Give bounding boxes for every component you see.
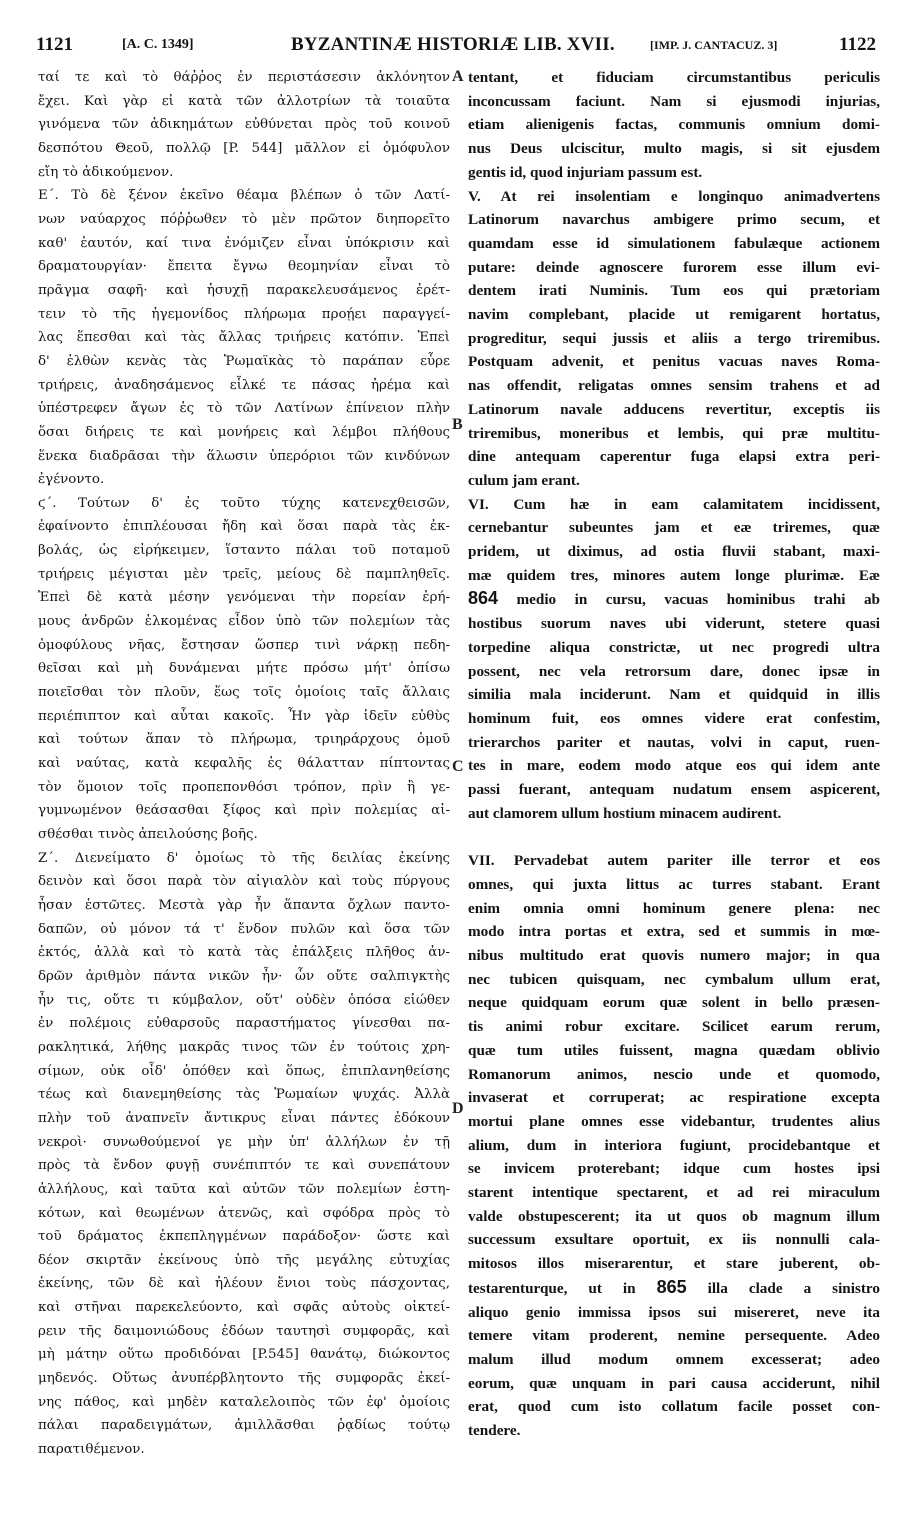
latin-text-line: hominum fuit, eos omnes videre erat confestim, bbox=[468, 709, 880, 727]
greek-text-line: κότων, καὶ θεωμένων ἀτενῶς, καὶ σφόδρα πρὸς τὸ bbox=[38, 1205, 450, 1221]
latin-text-line: VI. Cum hæ in eam calamitatem incidissent, bbox=[468, 495, 880, 513]
latin-text-line: V. At rei insolentiam e longinquo animadvertens bbox=[468, 187, 880, 205]
greek-text-line: ἦν τις, οὔτε τι κύμβαλον, οὔτ' οὐδὲν ὁπόσα εἰώθεν bbox=[38, 992, 450, 1008]
latin-text-line: progreditur, sequi jussis et aliis a tergo triremibus. bbox=[468, 329, 880, 347]
latin-text-line: torpedine aliqua constrictæ, ut nec progredi ultra bbox=[468, 638, 880, 656]
left-page-number: 1121 bbox=[36, 34, 73, 55]
greek-text-line: καὶ τούτων ἅπαν τὸ πλήρωμα, τριηράρχους ὁμοῦ bbox=[38, 732, 450, 748]
latin-text-line: mortui plane omnes esse videbantur, trudentes alius bbox=[468, 1112, 880, 1130]
latin-text-line: nas offendit, religatas omnes sensim trahens et ad bbox=[468, 377, 880, 395]
greek-text-line: μηδενός. Οὕτως ἀνυπέρβλητοντο τῆς συμφορᾶς ἐκεί- bbox=[38, 1371, 450, 1387]
latin-text-line: tentant, et fiduciam circumstantibus periculis bbox=[468, 69, 880, 86]
latin-text-line: quæ tum utiles fuissent, magna quædam oblivio bbox=[468, 1041, 880, 1059]
greek-text-line: νεκροὶ· συνωθούμενοί γε μὴν ὑπ' ἀλλήλων ἐν τῇ bbox=[38, 1134, 450, 1150]
greek-text-line: δ' ἐλθὼν κενὰς τὰς Ῥωμαϊκὰς τὸ παράπαν εὗρε bbox=[38, 353, 450, 369]
greek-text-line: τριήρεις, ἀναδησάμενος εἷλκέ τε πάσας ἠρέμα καὶ bbox=[38, 377, 450, 393]
latin-text-line: inconcussam faciunt. Nam si ejusmodi injurias, bbox=[468, 92, 880, 110]
latin-text-line: mitosos illos miserarentur, et stare juberent, ob- bbox=[468, 1255, 880, 1273]
latin-text-line: erat, quod cum isto collatum facile posset con- bbox=[468, 1398, 880, 1416]
latin-text-line: quamdam esse id simulationem fabulæque actionem bbox=[468, 234, 880, 252]
greek-text-line: μὴ μάτην οὕτω προδιδόναι [P.545] θανάτῳ, διώκοντος bbox=[38, 1347, 450, 1363]
greek-text-line: ἐκείνης, τῶν δὲ καὶ ἠλέουν ἔνιοι τοὺς πάσχοντας, bbox=[38, 1276, 450, 1292]
latin-text-line: VII. Pervadebat autem pariter ille terror et eos bbox=[468, 852, 880, 870]
margin-marker-b: B bbox=[452, 416, 463, 433]
latin-text-line: aut clamorem ullum hostium minacem audirent. bbox=[468, 804, 782, 822]
edition-page-number: 864 bbox=[468, 588, 499, 609]
greek-text-line: ϛ΄. Τούτων δ' ἐς τοῦτο τύχης κατενεχθεισῶν, bbox=[38, 495, 450, 511]
greek-text-line: βολάς, ὡς εἰρήκειμεν, ἵσταντο πάλαι τοῦ ποταμοῦ bbox=[38, 543, 450, 559]
greek-text-line: τέως καὶ διανεμηθείσης τὰς Ῥωμαίων ψυχάς. Ἀλλὰ bbox=[38, 1087, 450, 1103]
latin-text-line: valde obstupescerent; ita ut quos ob magnum illum bbox=[468, 1207, 880, 1225]
greek-text-line: ἀλλήλους, καὶ ταῦτα καὶ αὐτῶν τῶν πολεμίων ἑστη- bbox=[38, 1181, 450, 1197]
greek-text-line: ταί τε καὶ τὸ θάῤῥος ἐν περιστάσεσιν ἀκλόνητον bbox=[38, 70, 450, 85]
latin-text-line: Romanorum animos, nescio unde et quomodo, bbox=[468, 1065, 880, 1083]
greek-text-line: νων ναύαρχος πόῤῥωθεν τὸ μὲν πρῶτον διηπορεῖτο bbox=[38, 211, 450, 227]
latin-text-line: mæ quidem tres, minores autem longe plurimæ. Eæ bbox=[468, 566, 880, 584]
greek-text-line: σθέσθαι τινὸς ἀπειλούσης βοῆς. bbox=[38, 827, 258, 842]
latin-text-line: culum jam erant. bbox=[468, 471, 580, 489]
latin-text-line: malum illud modum omnem excesserat; adeo bbox=[468, 1350, 880, 1368]
latin-text-line: testarenturque, ut in 865 illa clade a sinistro bbox=[468, 1276, 880, 1297]
latin-text-line: aliquo genio immissa ipsos sui misereret, neve ita bbox=[468, 1303, 880, 1321]
margin-marker-d: D bbox=[452, 1100, 464, 1117]
greek-text-line: ἐγένοντο. bbox=[38, 472, 105, 488]
latin-text-line: trierarchos pariter et nautas, volvi in caput, ruen- bbox=[468, 733, 880, 751]
year-reference: [A. C. 1349] bbox=[122, 37, 194, 52]
greek-text-line: ποιεῖσθαι τὸν πλοῦν, ἕως τοῖς ὁμοίοις ταῖς ἄλλαις bbox=[38, 685, 450, 701]
greek-text-line: εἴη τὸ ἀδικούμενον. bbox=[38, 164, 174, 180]
greek-text-line: λας ἕπεσθαι καὶ τὰς ἄλλας τριήρεις κατόπιν. Ἐπεὶ bbox=[38, 330, 450, 346]
greek-text-line: δαπῶν, οὐ μόνον τά τ' ἔνδον πυλῶν καὶ ὅσα τῶν bbox=[38, 921, 450, 937]
latin-text-line: etiam alienigenis factas, communis omnium domi- bbox=[468, 116, 880, 134]
latin-text-line: alium, dum in interiora fugiunt, procidebantque et bbox=[468, 1136, 880, 1154]
greek-text-line: πρᾶγμα σαφῆ· καὶ ἡσυχῇ παρακελευσάμενος ἐρέτ- bbox=[38, 282, 450, 298]
latin-text-line: nec tubicen quisquam, nec cymbalum ullum erat, bbox=[468, 970, 880, 988]
greek-text-line: γινόμενα τῶν ἀδικημάτων εὐθύνεται πρὸς τοῦ κοινοῦ bbox=[38, 117, 450, 133]
latin-text-line: eorum, quæ unquam in pari causa acciderunt, nihil bbox=[468, 1374, 880, 1392]
latin-text-line: similia mala inciderunt. Nam et quidquid in illis bbox=[468, 686, 880, 704]
book-title: BYZANTINÆ HISTORIÆ LIB. XVII. bbox=[291, 34, 615, 55]
greek-text-line: Ζ΄. Διενείματο δ' ὁμοίως τὸ τῆς δειλίας ἐκείνης bbox=[38, 850, 450, 866]
greek-text-line: Ἐπεὶ δὲ κατὰ μέσην γενόμεναι τὴν πορείαν ἐρή- bbox=[38, 590, 450, 606]
greek-text-line: ἐκτός, ἀλλὰ καὶ τὸ κατὰ τὰς ἐπάλξεις πλῆθος ἀν- bbox=[38, 945, 450, 961]
greek-text-line: πάλαι παραδειγμάτων, ἁμιλλᾶσθαι ῥᾳδίως τούτῳ bbox=[38, 1418, 450, 1434]
latin-text-line: tendere. bbox=[468, 1422, 521, 1440]
running-header bbox=[36, 34, 876, 60]
latin-text-line: hostibus suorum naves ubi viderunt, stetere quasi bbox=[468, 615, 880, 633]
emperor-reference: [IMP. J. CANTACUZ. 3] bbox=[650, 38, 778, 52]
latin-text-line: Postquam advenit, et penitus vacuas naves Roma- bbox=[468, 353, 880, 371]
greek-text-line: ρειν τῆς δαιμονιώδους ἐδόων ταυτησὶ συμφορᾶς, καὶ bbox=[38, 1323, 450, 1339]
greek-text-line: πρὸς τὰ ἔνδον φυγῇ συνέπιπτόν τε καὶ συνεπάτουν bbox=[38, 1158, 450, 1174]
latin-text-line: putare: deinde agnoscere furorem esse illum evi- bbox=[468, 258, 880, 276]
right-page-number: 1122 bbox=[839, 34, 876, 55]
greek-text-line: δεινὸν καὶ ὅσοι παρὰ τὸν αἰγιαλὸν καὶ τοὺς πύργους bbox=[38, 874, 450, 890]
greek-text-line: νης πάθος, καὶ μηδὲν καταλελοιπὸς τῶν ἐφ' ὁμοίοις bbox=[38, 1394, 450, 1410]
margin-marker-c: C bbox=[452, 758, 464, 775]
latin-text-line: starent intentique spectarent, et ad rei miraculum bbox=[468, 1184, 880, 1202]
greek-text-line: θεῖσαι καὶ μὴ δυνάμεναι μήτε πρόσω μήτ' ὀπίσω bbox=[38, 661, 450, 677]
greek-text-line: τὸν ὅμοιον τοῖς προπεπονθόσι τρόπον, πρὶν ἢ γε- bbox=[38, 779, 450, 795]
greek-text-line: καὶ στῆναι παρεκελεύοντο, καὶ σφᾶς αὐτοὺς οἰκτεί- bbox=[38, 1300, 450, 1316]
latin-text-line: possent, nec vela retrorsum dare, donec ipsæ in bbox=[468, 662, 880, 680]
latin-text-line: triremibus, moneribus et lembis, qui præ multitu- bbox=[468, 424, 880, 442]
greek-text-line: τριήρεις μέγισται μὲν τρεῖς, μείους δὲ παμπληθεῖς. bbox=[38, 566, 450, 582]
greek-text-line: περιέπιπτον καὶ αὗται κακοῖς. Ἦν γὰρ ἰδεῖν εὐθὺς bbox=[38, 708, 450, 724]
greek-text-line: δραματουργίαν· ἔπειτα ἔγνω θεομηνίαν εἶναι τὸ bbox=[38, 259, 450, 275]
greek-text-line: τειν τὸ τῆς ἡγεμονίδος πλήρωμα προῄει παραγγεί- bbox=[38, 306, 450, 322]
latin-text-line: tes in mare, eodem modo atque eos qui idem ante bbox=[468, 757, 880, 775]
greek-text-line: δέον σκιρτᾶν ἐκείνους ὑπὸ τῆς μεγάλης εὐτυχίας bbox=[38, 1252, 450, 1268]
greek-text-line: ἦσαν ἑστῶτες. Μεστὰ γὰρ ἦν ἅπαντα ὄχλων παντο- bbox=[38, 897, 450, 913]
latin-text-line: navim complebant, placide ut remigarent hortatus, bbox=[468, 306, 880, 324]
latin-text-line: enim omnia omni hominum genere plena: nec bbox=[468, 899, 880, 917]
latin-text-line: tis animi robur excitare. Scilicet earum rerum, bbox=[468, 1018, 880, 1036]
greek-text-line: μους ἀνδρῶν ἑλκομένας εἶδον ὑπὸ τῶν πολεμίων τὰς bbox=[38, 614, 450, 630]
latin-text-line: gentis id, quod injuriam passum est. bbox=[468, 163, 703, 181]
greek-text-line: ὅσαι διήρεις τε καὶ μονήρεις καὶ λέμβοι πλήθους bbox=[38, 424, 450, 440]
margin-marker-a: A bbox=[452, 68, 464, 85]
latin-text-line: 864 medio in cursu, vacuas hominibus trahi ab bbox=[468, 588, 880, 609]
greek-text-line: ἔχει. Καὶ γὰρ εἰ κατὰ τῶν ἀλλοτρίων τὰ τοιαῦτα bbox=[38, 93, 450, 109]
latin-text-line: pridem, ut diximus, ad ostia fluvii stabant, maxi- bbox=[468, 543, 880, 561]
greek-text-line: δρῶν ἀριθμὸν πάντα νικῶν ἦν· ὧν οὔτε σαλπιγκτὴς bbox=[38, 968, 450, 984]
latin-text-line: cernebantur subeuntes jam et eæ triremes, quæ bbox=[468, 519, 880, 537]
greek-text-line: ἕνεκα διαδρᾶσαι τὴν ἅλωσιν ὑπερόριοι τῶν κινδύνων bbox=[38, 448, 450, 464]
greek-text-line: Ε΄. Τὸ δὲ ξένον ἐκεῖνο θέαμα βλέπων ὁ τῶν Λατί- bbox=[38, 188, 450, 204]
latin-text-line: nibus multitudo erat quovis numero major; in qua bbox=[468, 947, 880, 964]
greek-text-line: καθ' ἑαυτόν, καί τινα ἐνόμιζεν εἶναι ὑπόκρισιν καὶ bbox=[38, 235, 450, 251]
greek-text-line: πλὴν τοῦ ἀναπνεῖν ἄντικρυς εἶναι πάντες ἐδόκουν bbox=[38, 1110, 450, 1126]
latin-text-line: successum exsultare oportuit, ex iis nonnulli cala- bbox=[468, 1231, 880, 1249]
greek-text-line: ὁμοφύλους νῆας, ἔστησαν ὥσπερ τινὶ νάρκῃ πεδη- bbox=[38, 637, 450, 653]
greek-text-line: ὑπέστρεφεν ἄγων ἐς τὸ τῶν Λατίνων ἐπίνειον πλὴν bbox=[38, 401, 450, 417]
latin-text-line: omnes, qui juxta littus ac turres stabant. Erant bbox=[468, 875, 880, 893]
greek-text-line: σίμων, οὐκ οἶδ' ὁπόθεν καὶ ὅπως, ἐπιπλανηθείσης bbox=[38, 1063, 450, 1079]
latin-text-line: invaserat et corruperat; ac respiratione excepta bbox=[468, 1089, 880, 1107]
greek-text-line: καὶ ναύτας, κατὰ κεφαλῆς ἐς θάλατταν πίπτοντας bbox=[38, 756, 450, 772]
latin-text-line: dine antequam caperentur fuga elapsi extra peri- bbox=[468, 448, 880, 466]
greek-text-line: ἐφαίνοντο ἐπιπλέουσαι ἤδη καὶ ὅσαι παρὰ τὰς ἐκ- bbox=[38, 519, 450, 535]
greek-text-line: γυμνωμένον θεάσασθαι ξίφος καὶ πρὶν πολεμίας αἰ- bbox=[38, 803, 450, 819]
latin-text-line: modo intra portas et extra, sed et summis in mœ- bbox=[468, 923, 880, 941]
greek-text-line: ἐν πολέμοις εὐθαρσοῦς παραστήματος γίνεσθαι πα- bbox=[38, 1016, 450, 1032]
latin-text-line: neque quidquam eorum quæ solent in bello præsen- bbox=[468, 994, 880, 1012]
latin-text-column bbox=[468, 66, 880, 1443]
latin-text-line: dentem irati Numinis. Tum eos qui prætoriam bbox=[468, 282, 880, 300]
latin-text-line: se invicem proterebant; idque cum hostes ipsi bbox=[468, 1160, 880, 1178]
latin-text-line: Latinorum navale adducens revertitur, exceptis iis bbox=[468, 400, 880, 418]
latin-text-line bbox=[468, 826, 880, 850]
greek-text-line: δεσπότου Θεοῦ, πολλῷ [P. 544] μᾶλλον εἰ ὁμόφυλον bbox=[38, 140, 450, 156]
latin-text-line: nus Deus ulciscitur, multo magis, si sit ejusdem bbox=[468, 140, 880, 158]
greek-text-line: ρακλητικά, λήθης μακρᾶς τινος τῶν ἐν τούτοις χρη- bbox=[38, 1039, 450, 1055]
greek-text-line: τοῦ δράματος ἐκπεπληγμένων παράδοξον· ὥστε καὶ bbox=[38, 1229, 450, 1245]
greek-text-line: παρατιθέμενον. bbox=[38, 1442, 145, 1458]
latin-text-line: temere vitam proderent, nemine persequente. Adeo bbox=[468, 1327, 880, 1345]
latin-text-line: Latinorum navarchus ambigere primo secum, et bbox=[468, 211, 880, 229]
latin-text-line: passi fuerant, antequam nudatum ensem aspicerent, bbox=[468, 781, 880, 799]
greek-text-column bbox=[38, 66, 450, 1462]
edition-page-number: 865 bbox=[656, 1276, 687, 1297]
